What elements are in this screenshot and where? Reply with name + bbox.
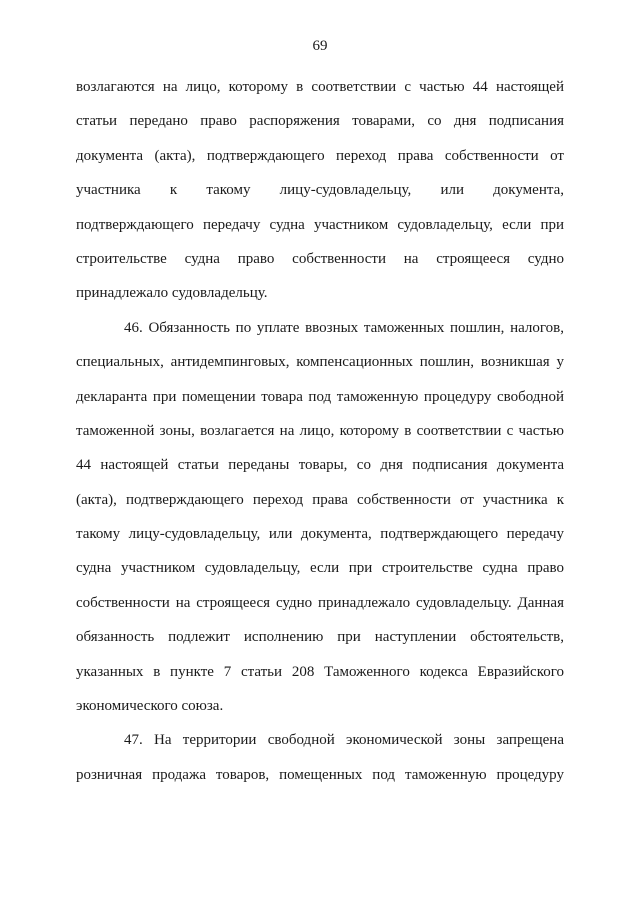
text-line: декларанта при помещении товара под таможенную процедуру свободной: [76, 388, 564, 405]
text-line: экономического союза.: [76, 698, 224, 715]
text-line: (акта), подтверждающего переход права собственности от участника к: [76, 491, 564, 508]
text-line: судна участником судовладельцу, если при строительстве судна право: [76, 560, 564, 577]
text-line: принадлежало судовладельцу.: [76, 285, 268, 302]
text-line: специальных, антидемпинговых, компенсационных пошлин, возникшая у: [76, 354, 564, 371]
paragraph-46: [76, 311, 564, 724]
page-number: 69: [312, 38, 328, 54]
paragraph-continuation: [76, 70, 564, 311]
text-line: статьи передано право распоряжения товарами, со дня подписания: [76, 113, 564, 130]
text-line: строительстве судна право собственности на строящееся судно: [76, 250, 564, 267]
text-line: указанных в пункте 7 статьи 208 Таможенного кодекса Евразийского: [76, 663, 564, 680]
text-line: 47. На территории свободной экономической зоны запрещена: [124, 732, 564, 749]
body-text: [76, 70, 564, 792]
text-line: подтверждающего передачу судна участником судовладельцу, если при: [76, 216, 564, 233]
text-line: участника к такому лицу-судовладельцу, или документа,: [76, 182, 564, 199]
text-line: возлагаются на лицо, которому в соответствии с частью 44 настоящей: [76, 79, 564, 95]
text-line: розничная продажа товаров, помещенных под таможенную процедуру: [76, 766, 564, 783]
paragraph-47: [76, 723, 564, 792]
text-line: таможенной зоны, возлагается на лицо, которому в соответствии с частью: [76, 422, 564, 439]
text-line: собственности на строящееся судно принадлежало судовладельцу. Данная: [76, 594, 564, 611]
text-line: 44 настоящей статьи переданы товары, со дня подписания документа: [76, 457, 564, 474]
text-line: 46. Обязанность по уплате ввозных таможенных пошлин, налогов,: [124, 319, 564, 336]
text-line: документа (акта), подтверждающего переход права собственности от: [76, 147, 564, 164]
text-line: обязанность подлежит исполнению при наступлении обстоятельств,: [76, 629, 564, 646]
text-line: такому лицу-судовладельцу, или документа, подтверждающего передачу: [76, 526, 564, 543]
